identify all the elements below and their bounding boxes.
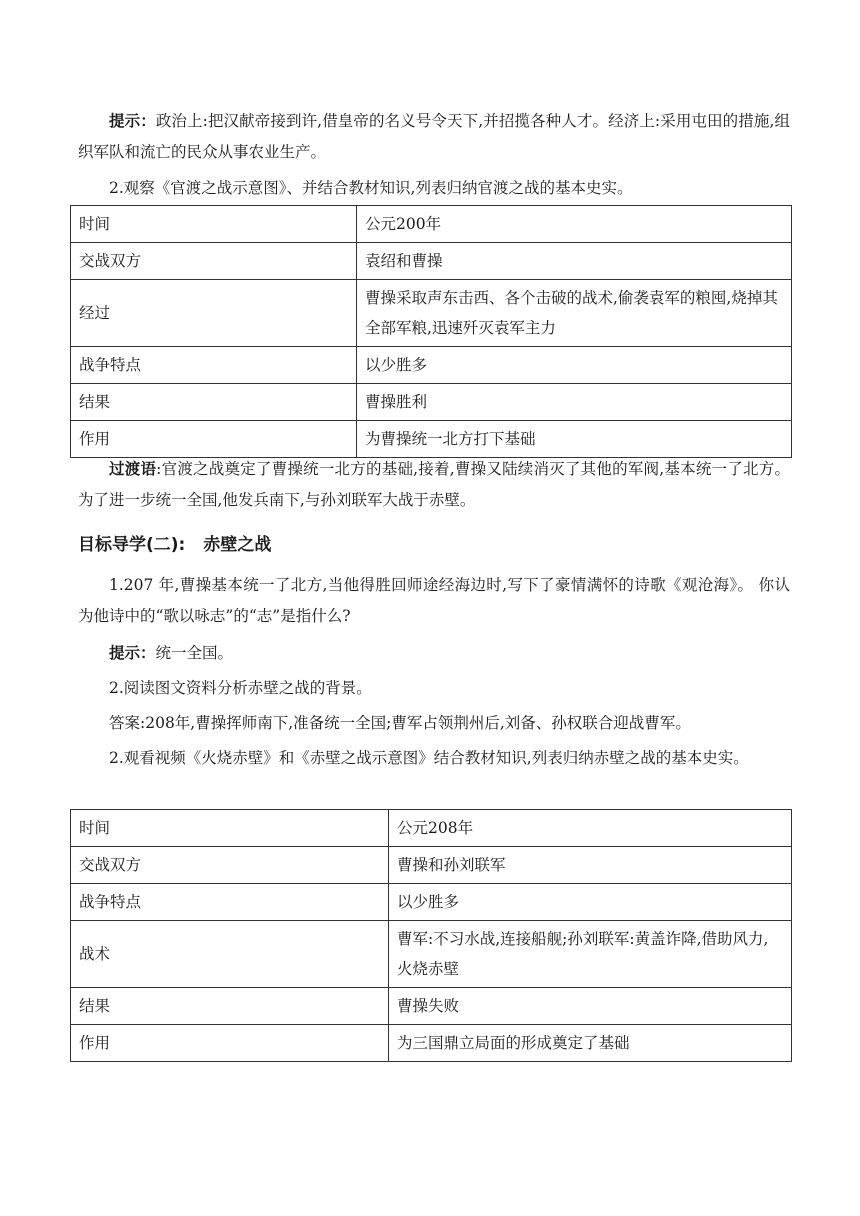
row-value: 袁绍和曹操 <box>357 243 792 280</box>
question-poem: 1.207 年,曹操基本统一了北方,当他得胜回师途经海边时,写下了豪情满怀的诗歌《观沧海》。 你认为他诗中的“歌以咏志”的“志”是指什么? <box>78 576 790 625</box>
answer-paragraph: 答案:208年,曹操挥师南下,准备统一全国;曹军占领荆州后,刘备、孙权联合迎战曹军。 <box>109 714 691 732</box>
row-value: 为曹操统一北方打下基础 <box>357 421 792 458</box>
row-value: 曹操和孙刘联军 <box>389 847 792 884</box>
row-label: 结果 <box>71 988 389 1025</box>
row-label: 交战双方 <box>71 847 389 884</box>
row-label: 作用 <box>71 1025 389 1062</box>
row-label: 交战双方 <box>71 243 357 280</box>
row-value: 以少胜多 <box>357 347 792 384</box>
table-row <box>71 847 792 884</box>
table-row <box>71 884 792 921</box>
section-heading-prefix: 目标导学(二): <box>78 535 186 555</box>
hint-paragraph <box>78 106 790 168</box>
row-value: 公元208年 <box>389 810 792 847</box>
row-label: 结果 <box>71 384 357 421</box>
transition-label: 过渡语 <box>109 460 157 478</box>
hint-paragraph <box>78 638 790 669</box>
hint-label: 提示： <box>109 644 156 662</box>
table-row <box>71 206 792 243</box>
row-value: 曹操胜利 <box>357 384 792 421</box>
row-value: 公元200年 <box>357 206 792 243</box>
hint-label: 提示： <box>109 112 156 130</box>
question-guandu: 2.观察《官渡之战示意图》、并结合教材知识,列表归纳官渡之战的基本史实。 <box>109 179 633 197</box>
row-label: 时间 <box>71 206 357 243</box>
row-label: 战争特点 <box>71 884 389 921</box>
table-row <box>71 810 792 847</box>
hint-text: 统一全国。 <box>155 644 234 662</box>
transition-paragraph <box>78 454 790 516</box>
table-row <box>71 988 792 1025</box>
row-value: 以少胜多 <box>389 884 792 921</box>
section-heading <box>78 530 271 560</box>
table-row <box>71 921 792 988</box>
guandu-facts-table <box>70 205 792 458</box>
row-value: 曹军:不习水战,连接船舰;孙刘联军:黄盖诈降,借助风力,火烧赤壁 <box>389 921 792 988</box>
table-row <box>71 243 792 280</box>
table-row <box>71 384 792 421</box>
row-value: 曹操失败 <box>389 988 792 1025</box>
question-chibi: 2.观看视频《火烧赤壁》和《赤壁之战示意图》结合教材知识,列表归纳赤壁之战的基本史实。 <box>109 749 749 767</box>
question-background: 2.阅读图文资料分析赤壁之战的背景。 <box>109 679 372 697</box>
row-label: 战术 <box>71 921 389 988</box>
row-label: 作用 <box>71 421 357 458</box>
row-value: 为三国鼎立局面的形成奠定了基础 <box>389 1025 792 1062</box>
chibi-facts-table <box>70 809 792 1062</box>
hint-text: 政治上:把汉献帝接到许,借皇帝的名义号令天下,并招揽各种人才。经济上:采用屯田的措施,组织军队和流亡的民众从事农业生产。 <box>78 112 790 161</box>
row-value: 曹操采取声东击西、各个击破的战术,偷袭袁军的粮囤,烧掉其全部军粮,迅速歼灭袁军主力 <box>357 280 792 347</box>
table-row <box>71 1025 792 1062</box>
row-label: 经过 <box>71 280 357 347</box>
row-label: 战争特点 <box>71 347 357 384</box>
table-row <box>71 347 792 384</box>
transition-text: :官渡之战奠定了曹操统一北方的基础,接着,曹操又陆续消灭了其他的军阀,基本统一了北方。 为了进一步统一全国,他发兵南下,与孙刘联军大战于赤壁。 <box>78 460 790 509</box>
section-heading-title: 赤壁之战 <box>203 535 272 555</box>
row-label: 时间 <box>71 810 389 847</box>
table-row <box>71 421 792 458</box>
table-row <box>71 280 792 347</box>
